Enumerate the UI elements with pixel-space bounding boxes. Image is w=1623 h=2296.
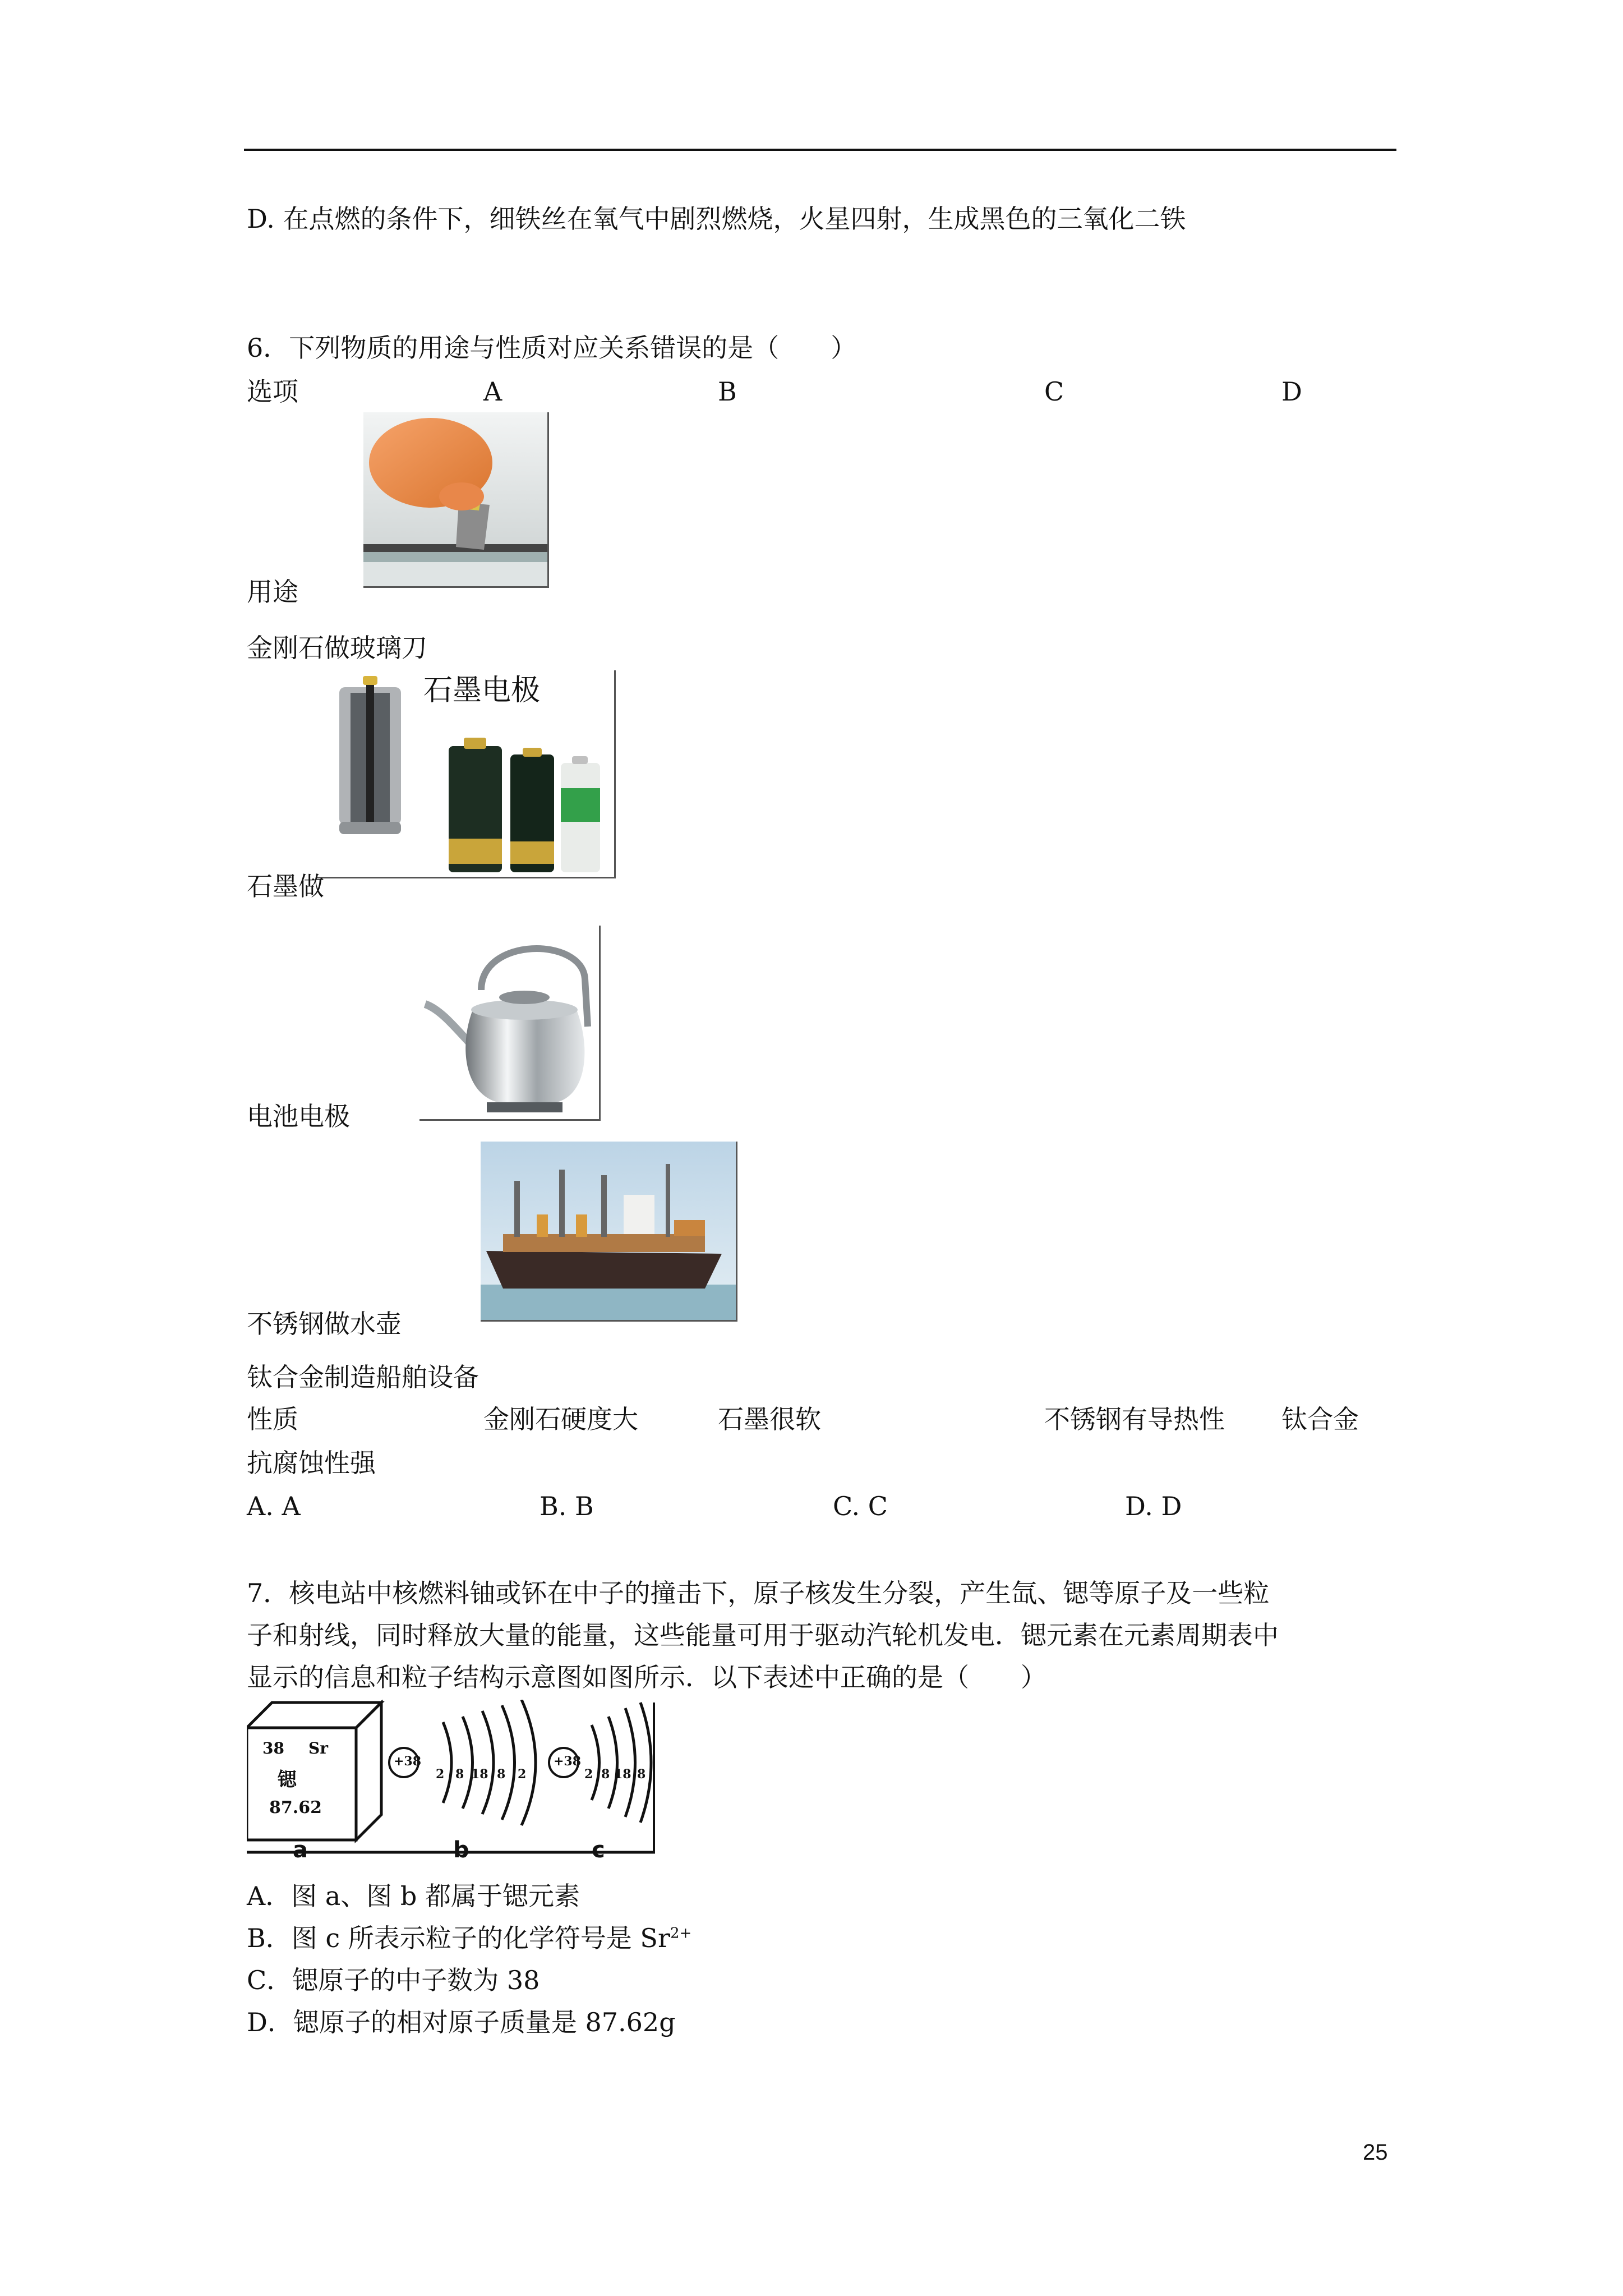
q5-option-d: D. 在点燃的条件下，细铁丝在氧气中剧烈燃烧，火星四射，生成黑色的三氧化二铁 — [247, 204, 1186, 234]
figure-label-a: a — [293, 1837, 308, 1863]
kettle-image — [419, 926, 601, 1121]
q7-stem-line-3: 显示的信息和粒子结构示意图如图所示．以下表述中正确的是（ ） — [247, 1662, 1046, 1692]
atom-shell-5: 2 — [518, 1767, 527, 1782]
q6-usage-e: 钛合金制造船舶设备 — [247, 1362, 479, 1392]
q6-option-d: D. D — [1125, 1491, 1182, 1521]
q6-header-label: 选项 — [247, 376, 298, 407]
ion-shell-4: 8 — [637, 1767, 646, 1782]
element-symbol: Sr — [308, 1739, 328, 1757]
q6-option-b: B. B — [540, 1491, 594, 1521]
atom-shell-1: 2 — [436, 1767, 445, 1782]
header-rule — [244, 149, 1396, 151]
q6-usage-b: 石墨做 — [247, 871, 324, 901]
q6-header-b: B — [718, 376, 737, 407]
q6-header-d: D — [1281, 376, 1302, 407]
q6-header-c: C — [1044, 376, 1064, 407]
ion-shell-3: 18 — [614, 1767, 631, 1782]
ship-image — [481, 1142, 737, 1322]
atom-shell-3: 18 — [471, 1767, 488, 1782]
q6-usage-c: 电池电极 — [247, 1101, 350, 1131]
battery-image-caption: 石墨电极 — [423, 674, 541, 707]
page-number: 25 — [1363, 2140, 1388, 2165]
q6-property-label: 性质 — [247, 1404, 298, 1434]
q6-usage-label: 用途 — [247, 577, 298, 607]
strontium-figure — [247, 1700, 659, 1868]
q6-header-a: A — [483, 376, 502, 407]
q7-option-d: D．锶原子的相对原子质量是 87.62g — [247, 2007, 676, 2037]
q6-property-wrap: 抗腐蚀性强 — [247, 1448, 376, 1478]
q6-property-b: 石墨很软 — [718, 1404, 821, 1434]
atom-nucleus: +38 — [394, 1754, 422, 1769]
q6-property-d: 钛合金 — [1281, 1404, 1359, 1434]
q6-property-c: 不锈钢有导热性 — [1044, 1404, 1225, 1434]
q7-stem-line-1: 7．核电站中核燃料铀或钚在中子的撞击下，原子核发生分裂，产生氙、锶等原子及一些粒 — [247, 1578, 1270, 1608]
ion-shell-1: 2 — [584, 1767, 593, 1782]
q7-stem-line-2: 子和射线，同时释放大量的能量，这些能量可用于驱动汽轮机发电．锶元素在元素周期表中 — [247, 1620, 1279, 1650]
glass-cutter-image — [363, 412, 549, 588]
q6-usage-a: 金刚石做玻璃刀 — [247, 633, 427, 663]
q7-option-b — [247, 1921, 691, 1955]
q7-option-a: A．图 a、图 b 都属于锶元素 — [247, 1881, 580, 1911]
figure-label-c: c — [592, 1837, 605, 1863]
q7-option-b-text: B．图 c 所表示粒子的化学符号是 Sr — [247, 1923, 670, 1953]
q6-option-a: A. A — [247, 1491, 301, 1521]
battery-image — [317, 670, 616, 878]
atom-shell-2: 8 — [455, 1767, 464, 1782]
q7-option-b-charge: 2+ — [670, 1925, 692, 1942]
figure-label-b: b — [453, 1837, 469, 1863]
q6-property-a: 金刚石硬度大 — [483, 1404, 638, 1434]
atom-shell-4: 8 — [497, 1767, 506, 1782]
q7-option-c: C．锶原子的中子数为 38 — [247, 1965, 540, 1995]
ion-shell-2: 8 — [601, 1767, 610, 1782]
q6-stem: 6．下列物质的用途与性质对应关系错误的是（ ） — [247, 333, 857, 363]
element-number: 38 — [262, 1739, 284, 1757]
element-mass: 87.62 — [269, 1798, 322, 1818]
element-name: 锶 — [278, 1769, 297, 1791]
q6-option-c: C. C — [833, 1491, 888, 1521]
ion-nucleus: +38 — [554, 1754, 582, 1769]
q6-usage-d: 不锈钢做水壶 — [247, 1309, 402, 1339]
